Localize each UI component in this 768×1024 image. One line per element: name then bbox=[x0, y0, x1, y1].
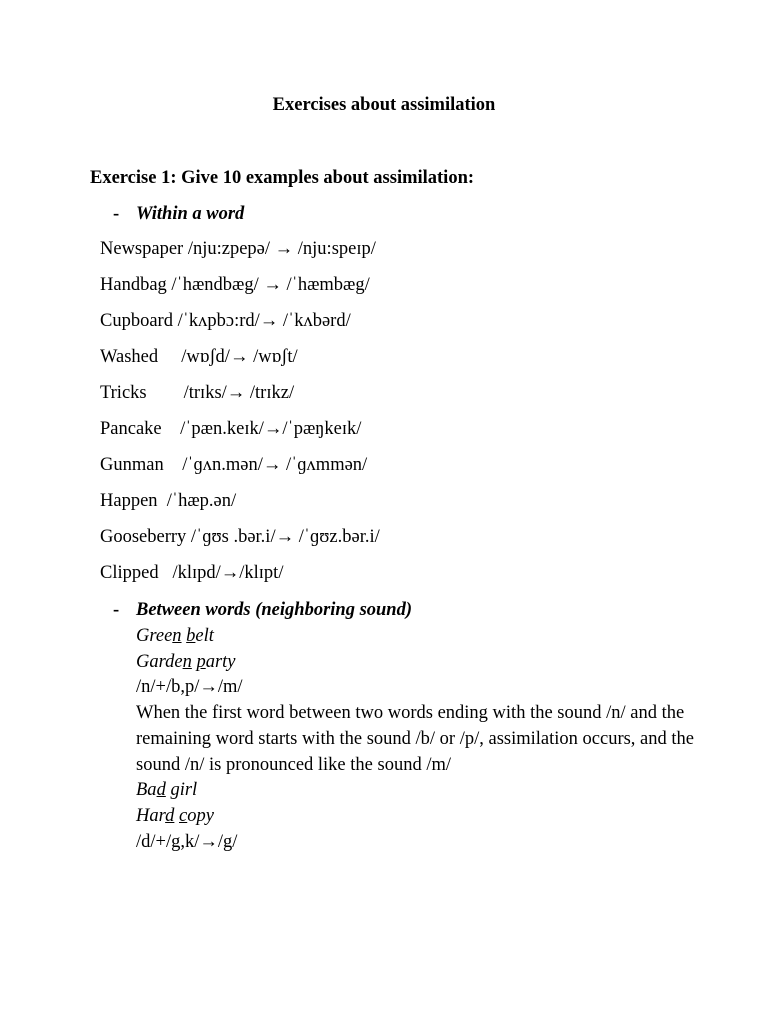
underlined-sound: b bbox=[186, 626, 196, 646]
rule-n-to-m: /n/+/b,p/→/m/ bbox=[136, 677, 243, 698]
text-part: Har bbox=[136, 805, 166, 826]
example-newspaper: Newspaper /nju:zpepə/ → /nju:speɪp/ bbox=[100, 239, 376, 259]
text-part: Gree bbox=[136, 626, 173, 646]
example-bad-girl bbox=[136, 778, 696, 804]
page-title: Exercises about assimilation bbox=[272, 95, 496, 115]
underlined-sound: p bbox=[196, 651, 206, 672]
section-within-a-word bbox=[113, 203, 244, 225]
text-part: elt bbox=[195, 626, 214, 646]
underlined-sound: d bbox=[156, 780, 166, 801]
example-pancake: Pancake /ˈpæn.keɪk/→/ˈpæŋkeɪk/ bbox=[100, 419, 362, 439]
underlined-sound: d bbox=[165, 805, 175, 826]
example-cupboard: Cupboard /ˈkʌpbɔ:rd/→ /ˈkʌbərd/ bbox=[100, 311, 351, 331]
example-gooseberry: Gooseberry /ˈɡʊs .bər.i/→ /ˈɡʊz.bər.i/ bbox=[100, 527, 380, 547]
exercise-heading: Exercise 1: Give 10 examples about assimilation: bbox=[90, 168, 475, 188]
section-between-label: Between words (neighboring sound) bbox=[136, 600, 413, 620]
example-tricks: Tricks /trɪks/→ /trɪkz/ bbox=[100, 383, 295, 403]
section-between-words bbox=[113, 599, 412, 621]
text-part: girl bbox=[170, 780, 198, 801]
rule-d-to-g: /d/+/g,k/→/g/ bbox=[136, 831, 238, 852]
underlined-sound: n bbox=[172, 626, 182, 646]
list-dash: - bbox=[113, 600, 120, 620]
text-part: Ba bbox=[136, 780, 157, 801]
example-clipped: Clipped /klɪpd/→/klɪpt/ bbox=[100, 563, 284, 583]
example-green-belt bbox=[136, 624, 696, 650]
text-part: arty bbox=[205, 651, 236, 672]
example-handbag: Handbag /ˈhændbæg/ → /ˈhæmbæg/ bbox=[100, 275, 370, 295]
example-garden-party bbox=[136, 650, 696, 676]
example-washed: Washed /wɒʃd/→ /wɒʃt/ bbox=[100, 347, 298, 367]
section-within-label: Within a word bbox=[136, 204, 245, 224]
explanation-paragraph: When the first word between two words ending with the sound /n/ and the remaining word starts with the sound /b/ or /p/, assimilation occurs, and the sound /n/ is pronounced like the sound /m/ bbox=[136, 703, 694, 775]
text-part: opy bbox=[187, 805, 214, 826]
underlined-sound: n bbox=[182, 651, 192, 672]
between-words-block bbox=[136, 624, 696, 855]
text-part: Garde bbox=[136, 651, 183, 672]
example-hard-copy bbox=[136, 804, 696, 830]
example-happen: Happen /ˈhæp.ən/ bbox=[100, 491, 237, 511]
example-gunman: Gunman /ˈɡʌn.mən/→ /ˈɡʌmmən/ bbox=[100, 455, 368, 475]
underlined-sound: c bbox=[179, 805, 188, 826]
list-dash: - bbox=[113, 204, 120, 224]
